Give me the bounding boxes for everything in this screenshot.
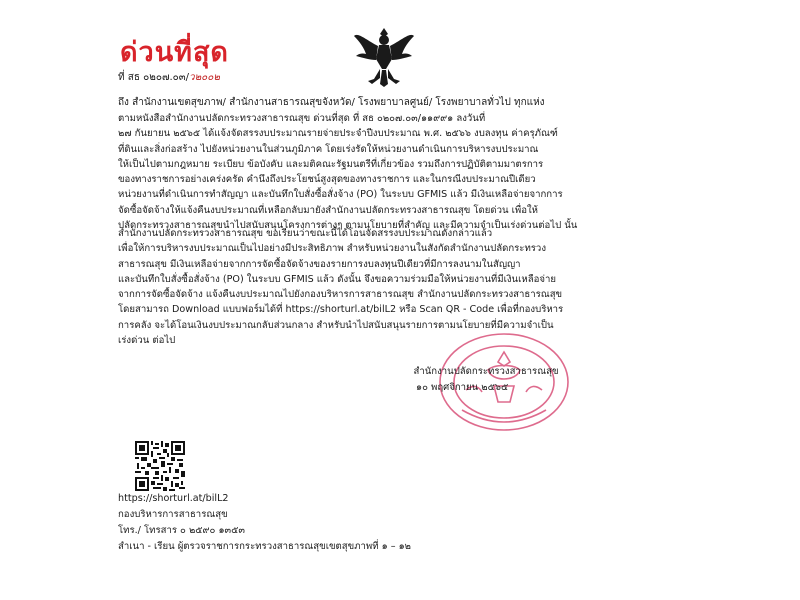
paragraph-line: จัดซื้อจัดจ้างให้แจ้งคืนงบประมาณที่เหลือกลับมายังสำนักงานปลัดกระทรวงสาธารณสุข โดยด่วน เพื่อให้: [118, 204, 538, 216]
document-number-prefix: ที่ สธ ๐๒๐๗.๐๓/: [118, 72, 189, 83]
footer-block: [118, 491, 411, 555]
signature-block: [408, 364, 564, 396]
paragraph-line: ตามหนังสือสำนักงานปลัดกระทรวงสาธารณสุข ด่วนที่สุด ที่ สธ ๐๒๐๗.๐๓/๑๑๙๙๑ ลงวันที่: [118, 113, 486, 124]
paragraph-line: ที่ดินและสิ่งก่อสร้าง ไปยังหน่วยงานในส่วนภูมิภาค โดยเร่งรัดให้หน่วยงานดำเนินการบริหารงบประมาณ: [118, 143, 539, 155]
paragraph-2: [118, 226, 678, 348]
document-number: [118, 70, 220, 85]
paragraph-line: ของทางราชการอย่างเคร่งครัด คำนึงถึงประโยชน์สูงสุดของทางราชการ และในกรณีงบประมาณปีเดียว: [118, 174, 536, 186]
urgency-heading: ด่วนที่สุด: [120, 37, 229, 68]
paragraph-line: สาธารณสุข มีเงินเหลือจ่ายจากการจัดซื้อจัดจ้างของรายการงบลงทุนปีเดียวที่มีการลงนามในสัญญา: [118, 258, 521, 270]
paragraph-line: การคลัง จะได้โอนเงินงบประมาณกลับส่วนกลาง สำหรับนำไปสนับสนุนรายการตามนโยบายที่มีความจำเป็น: [118, 319, 554, 331]
document-number-handwritten: ว๒๐๐๒: [188, 72, 220, 83]
garuda-emblem-icon: [352, 26, 416, 88]
paragraph-line: หน่วยงานที่ดำเนินการทำสัญญา และบันทึกใบสั่งซื้อสั่งจ้าง (PO) ในระบบ GFMIS แล้ว มีเงินเหลือจ่ายจากการ: [118, 189, 563, 201]
signature-date: ๑๐ พฤศจิกายน ๒๕๖๕: [416, 382, 509, 393]
form-url-link[interactable]: https://shorturl.at/bilL2: [118, 493, 229, 504]
paragraph-line: จากการจัดซื้อจัดจ้าง แจ้งคืนงบประมาณไปยังกองบริหารการสาธารณสุข สำนักงานปลัดกระทรวงสาธารณสุข: [118, 289, 563, 301]
qr-code-icon[interactable]: [135, 441, 185, 491]
phone-fax: โทร./ โทรสาร ๐ ๒๕๙๐ ๑๓๕๓: [118, 525, 245, 536]
paragraph-line: และบันทึกใบสั่งซื้อสั่งจ้าง (PO) ในระบบ GFMIS แล้ว ดังนั้น จึงขอความร่วมมือให้หน่วยงานที่มีเงินเหลือจ่าย: [118, 273, 556, 285]
division-name: กองบริหารการสาธารณสุข: [118, 509, 228, 520]
paragraph-line: เร่งด่วน ต่อไป: [118, 335, 176, 347]
copy-to: สำเนา - เรียน ผู้ตรวจราชการกระทรวงสาธารณสุขเขตสุขภาพที่ ๑ – ๑๒: [118, 541, 412, 552]
paragraph-line: โดยสามารถ Download แบบฟอร์มได้ที่ https://shorturl.at/bilL2 หรือ Scan QR - Code เพื่อที่กองบริหาร: [118, 304, 564, 316]
signer-office: สำนักงานปลัดกระทรวงสาธารณสุข: [413, 366, 559, 377]
paragraph-line: ให้เป็นไปตามกฎหมาย ระเบียบ ข้อบังคับ และมติคณะรัฐมนตรีที่เกี่ยวข้อง รวมถึงการปฏิบัติตามมาตรการ: [118, 158, 544, 170]
paragraph-line: ปลัดกระทรวงสาธารณสุขนำไปสนับสนุนโครงการต่างๆ ตามนโยบายที่สำคัญ และมีความจำเป็นเร่งด่วนต่อไป นั้น: [118, 220, 578, 232]
paragraph-line: สำนักงานปลัดกระทรวงสาธารณสุข ขอเรียนว่าขณะนี้ได้โอนจัดสรรงบประมาณดังกล่าวแล้ว: [118, 228, 493, 239]
paragraph-1: [118, 111, 678, 233]
recipient-line: ถึง สำนักงานเขตสุขภาพ/ สำนักงานสาธารณสุขจังหวัด/ โรงพยาบาลศูนย์/ โรงพยาบาลทั่วไป ทุกแห่ง: [118, 97, 545, 108]
paragraph-line: เพื่อให้การบริหารงบประมาณเป็นไปอย่างมีประสิทธิภาพ สำหรับหน่วยงานในสังกัดสำนักงานปลัดกระทรวง: [118, 243, 546, 255]
paragraph-line: ๒๗ กันยายน ๒๕๖๕ ได้แจ้งจัดสรรงบประมาณรายจ่ายประจำปีงบประมาณ พ.ศ. ๒๕๖๖ งบลงทุน ค่าครุภัณฑ์: [118, 128, 558, 140]
